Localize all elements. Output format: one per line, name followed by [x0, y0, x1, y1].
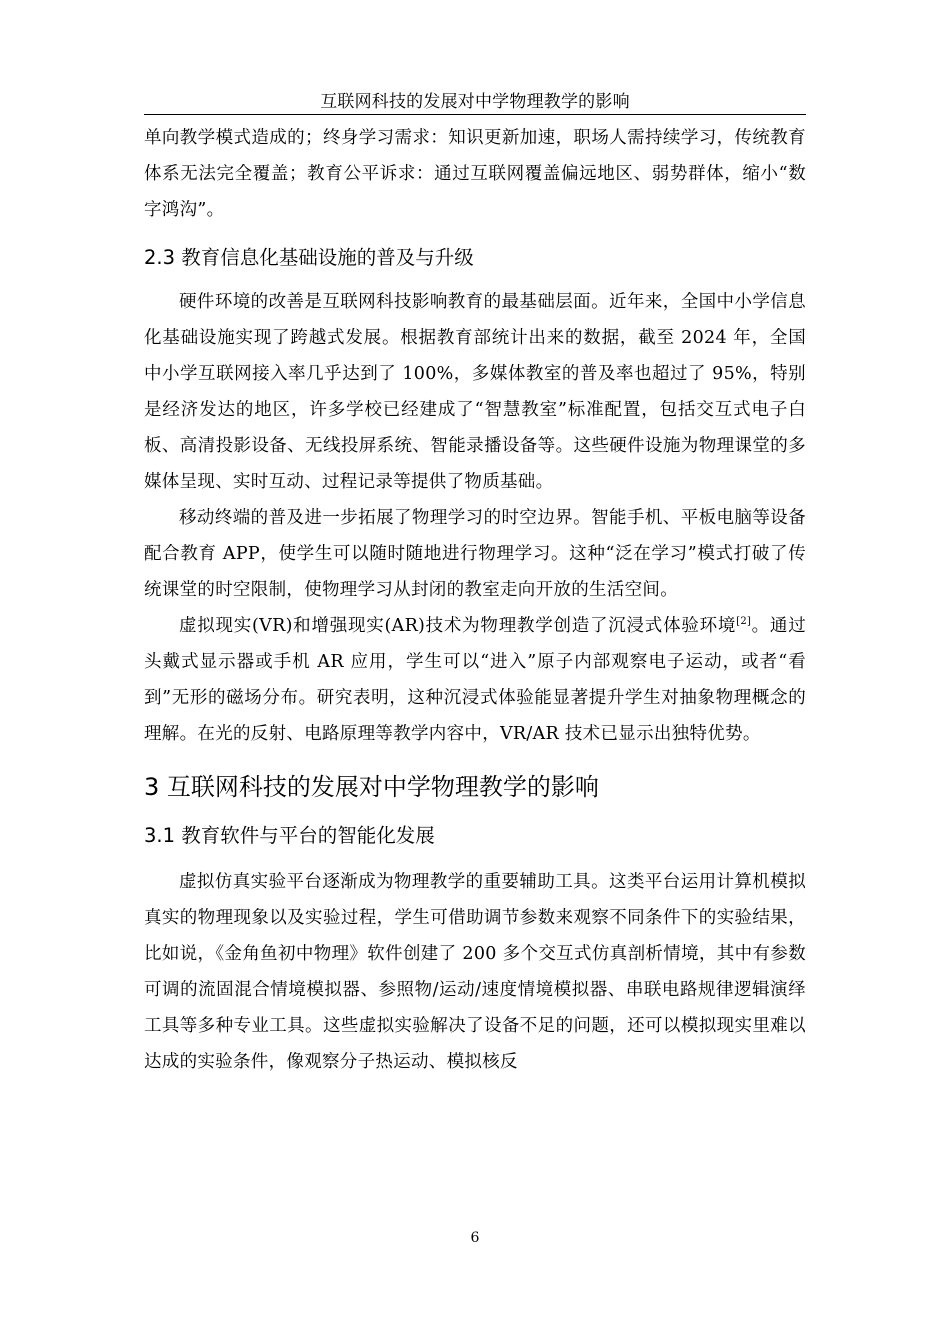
- chapter-heading-3: 3 互联网科技的发展对中学物理教学的影响: [144, 773, 599, 801]
- section-heading-3-1: 3.1 教育软件与平台的智能化发展: [144, 824, 435, 847]
- page-number: 6: [470, 1230, 480, 1246]
- running-header: 互联网科技的发展对中学物理教学的影响: [320, 92, 630, 112]
- paragraph-continuation: 单向教学模式造成的；终身学习需求：知识更新加速，职场人需持续学习，传统教育体系无法完全覆盖；教育公平诉求：通过互联网覆盖偏远地区、弱势群体，缩小“数字鸿沟”。: [144, 128, 806, 220]
- paragraph-virtual-lab: 虚拟仿真实验平台逐渐成为物理教学的重要辅助工具。这类平台运用计算机模拟真实的物理现象以及实验过程，学生可借助调节参数来观察不同条件下的实验结果，比如说，《金角鱼初中物理》软件创建了 200 多个交互式仿真剖析情境，其中有参数可调的流固混合情境模拟器、参照物/运动/速度情境模拟器、串联电路规律逻辑演绎工具等多种专业工具。这些虚拟实验解决了设备不足的问题，还可以模拟现实里难以达成的实验条件，像观察分子热运动、模拟核反: [144, 872, 806, 1072]
- citation-ref: [2]: [736, 616, 752, 627]
- paragraph-vr-ar-part2: 。通过头戴式显示器或手机 AR 应用，学生可以“进入”原子内部观察电子运动，或者“看到”无形的磁场分布。研究表明，这种沉浸式体验能显著提升学生对抽象物理概念的理解。在光的反射、电路原理等教学内容中，VR/AR 技术已显示出独特优势。: [144, 616, 806, 744]
- header-divider: [144, 114, 806, 115]
- page-body: [144, 120, 806, 1080]
- section-heading-2-3: 2.3 教育信息化基础设施的普及与升级: [144, 246, 474, 269]
- paragraph-vr-ar-part1: 虚拟现实(VR)和增强现实(AR)技术为物理教学创造了沉浸式体验环境: [179, 616, 737, 636]
- paragraph-vr-ar: [144, 608, 806, 752]
- paragraph-infrastructure: 硬件环境的改善是互联网科技影响教育的最基础层面。近年来，全国中小学信息化基础设施实现了跨越式发展。根据教育部统计出来的数据，截至 2024 年，全国中小学互联网接入率几乎达到了 100%，多媒体教室的普及率也超过了 95%，特别是经济发达的地区，许多学校已经建成了“智慧教室”标准配置，包括交互式电子白板、高清投影设备、无线投屏系统、智能录播设备等。这些硬件设施为物理课堂的多媒体呈现、实时互动、过程记录等提供了物质基础。: [144, 292, 806, 492]
- paragraph-mobile-terminals: 移动终端的普及进一步拓展了物理学习的时空边界。智能手机、平板电脑等设备配合教育 APP，使学生可以随时随地进行物理学习。这种“泛在学习”模式打破了传统课堂的时空限制，使物理学习从封闭的教室走向开放的生活空间。: [144, 508, 806, 600]
